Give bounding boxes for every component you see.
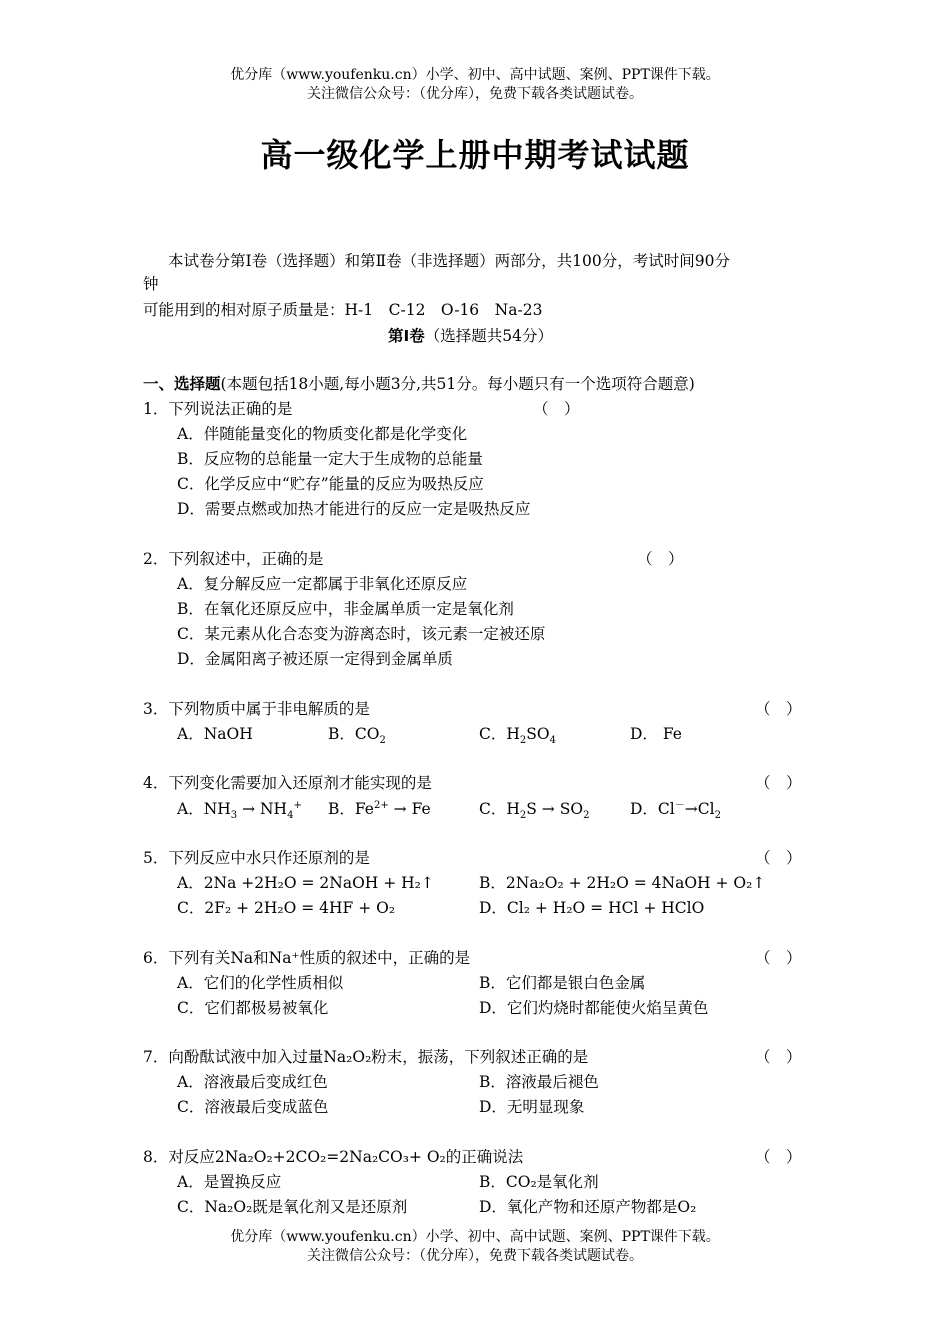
q3-option-b: [328, 723, 386, 745]
q6-option-d: D．它们灼烧时都能使火焰呈黄色: [479, 999, 709, 1017]
q5-option-d: D．Cl₂ + H₂O = HCl + HClO: [479, 899, 705, 917]
q3-option-c: [479, 723, 556, 745]
q4-option-c-mid: S → SO: [526, 800, 584, 818]
q7-option-d: D．无明显现象: [479, 1098, 585, 1116]
q4-option-b-sup: 2+: [373, 799, 389, 811]
q7-option-b: B．溶液最后褪色: [479, 1073, 599, 1091]
q4-option-a-mid: → NH: [237, 800, 288, 818]
q8-option-d: D．氧化产物和还原产物都是O₂: [479, 1198, 697, 1216]
q5-stem: 5．下列反应中水只作还原剂的是: [143, 849, 370, 867]
part-heading-bold: 一、选择题: [143, 375, 221, 393]
intro-line-1: 本试卷分第Ⅰ卷（选择题）和第Ⅱ卷（非选择题）两部分，共100分，考试时间90分: [168, 252, 730, 270]
q6-option-a: A．它们的化学性质相似: [177, 974, 344, 992]
intro-line-2: 钟: [143, 275, 159, 293]
q5-option-c: C．2F₂ + 2H₂O = 4HF + O₂: [177, 899, 396, 917]
q8-option-b: B．CO₂是氧化剂: [479, 1173, 599, 1191]
q2-option-d: D．金属阳离子被还原一定得到金属单质: [177, 650, 453, 668]
q8-option-c: C．Na₂O₂既是氧化剂又是还原剂: [177, 1198, 408, 1216]
q8-answer-paren[interactable]: （ ）: [755, 1148, 802, 1166]
q4-option-a-sub: 3: [230, 810, 238, 822]
q4-option-c-sub2: 2: [583, 810, 590, 822]
q7-answer-paren[interactable]: （ ）: [755, 1048, 802, 1066]
q4-option-b-post: → Fe: [388, 800, 431, 818]
section-heading-bold: 第Ⅰ卷: [388, 327, 425, 345]
q4-stem: 4．下列变化需要加入还原剂才能实现的是: [143, 774, 432, 792]
q3-option-c-sub2: 4: [549, 735, 556, 747]
q4-option-a: [177, 798, 302, 820]
q1-stem: 1．下列说法正确的是: [143, 400, 293, 418]
q7-option-c: C．溶液最后变成蓝色: [177, 1098, 329, 1116]
q4-answer-paren[interactable]: （ ）: [755, 774, 802, 792]
q4-option-b-text: B．Fe: [328, 800, 374, 818]
q3-option-b-sub: 2: [379, 735, 386, 747]
header-line-2: 关注微信公众号：（优分库），免费下载各类试题试卷。: [307, 86, 643, 102]
part-heading: [143, 373, 695, 395]
q6-answer-paren[interactable]: （ ）: [755, 949, 802, 967]
q8-stem: 8．对反应2Na₂O₂+2CO₂=2Na₂CO₃+ O₂的正确说法: [143, 1148, 524, 1166]
q2-stem: 2．下列叙述中，正确的是: [143, 550, 324, 568]
q4-option-d-text: D．Cl: [630, 800, 675, 818]
q4-option-d-sup: －: [674, 799, 685, 811]
header-line-1: 优分库（www.youfenku.cn）小学、初中、高中试题、案例、PPT课件下载。: [230, 67, 720, 83]
q4-option-d-sub: 2: [714, 810, 721, 822]
q6-option-b: B．它们都是银白色金属: [479, 974, 646, 992]
q3-option-a: A．NaOH: [177, 725, 253, 743]
q3-option-b-text: B．CO: [328, 725, 380, 743]
footer-line-1: 优分库（www.youfenku.cn）小学、初中、高中试题、案例、PPT课件下载。: [230, 1229, 720, 1245]
q3-option-c-mid: SO: [526, 725, 550, 743]
q6-option-c: C．它们都极易被氧化: [177, 999, 329, 1017]
part-heading-note: (本题包括18小题,每小题3分,共51分。每小题只有一个选项符合题意): [220, 375, 695, 393]
q4-option-c-sub: 2: [519, 810, 527, 822]
q6-stem: 6．下列有关Na和Na⁺性质的叙述中，正确的是: [143, 949, 471, 967]
q3-option-c-text: C．H: [479, 725, 520, 743]
q4-option-c: [479, 798, 589, 820]
q2-option-a: A．复分解反应一定都属于非氧化还原反应: [177, 575, 468, 593]
q2-option-b: B．在氧化还原反应中，非金属单质一定是氧化剂: [177, 600, 514, 618]
q1-option-d: D．需要点燃或加热才能进行的反应一定是吸热反应: [177, 500, 531, 518]
q3-answer-paren[interactable]: （ ）: [755, 700, 802, 718]
q4-option-d-mid: →Cl: [684, 800, 715, 818]
section-heading-note: （选择题共54分）: [424, 327, 554, 345]
q2-answer-paren[interactable]: （ ）: [637, 550, 684, 568]
q4-option-a-text: A．NH: [177, 800, 231, 818]
q8-option-a: A．是置换反应: [177, 1173, 282, 1191]
q3-stem: 3．下列物质中属于非电解质的是: [143, 700, 370, 718]
q4-option-b: [328, 798, 431, 820]
q3-option-c-sub1: 2: [519, 735, 527, 747]
q7-option-a: A．溶液最后变成红色: [177, 1073, 328, 1091]
q4-option-a-sup: +: [293, 799, 302, 811]
q7-stem: 7．向酚酞试液中加入过量Na₂O₂粉末，振荡，下列叙述正确的是: [143, 1048, 589, 1066]
q4-option-a-sub2: 4: [287, 810, 294, 822]
q1-option-c: C．化学反应中“贮存”能量的反应为吸热反应: [177, 475, 484, 493]
q1-option-a: A．伴随能量变化的物质变化都是化学变化: [177, 425, 468, 443]
q4-option-d: [630, 798, 721, 820]
q3-option-d: D． Fe: [630, 725, 682, 743]
page-title: 高一级化学上册中期考试试题: [260, 136, 690, 174]
q1-answer-paren[interactable]: （ ）: [533, 400, 580, 418]
q2-option-c: C．某元素从化合态变为游离态时，该元素一定被还原: [177, 625, 546, 643]
q4-option-c-text: C．H: [479, 800, 520, 818]
footer-line-2: 关注微信公众号：（优分库），免费下载各类试题试卷。: [307, 1248, 643, 1264]
q5-option-b: B．2Na₂O₂ + 2H₂O = 4NaOH + O₂↑: [479, 874, 766, 892]
q5-answer-paren[interactable]: （ ）: [755, 849, 802, 867]
intro-line-3: 可能用到的相对原子质量是：H-1 C-12 O-16 Na-23: [143, 301, 543, 319]
section-heading: [388, 325, 553, 347]
q5-option-a: A．2Na +2H₂O = 2NaOH + H₂↑: [177, 874, 434, 892]
q1-option-b: B．反应物的总能量一定大于生成物的总能量: [177, 450, 483, 468]
